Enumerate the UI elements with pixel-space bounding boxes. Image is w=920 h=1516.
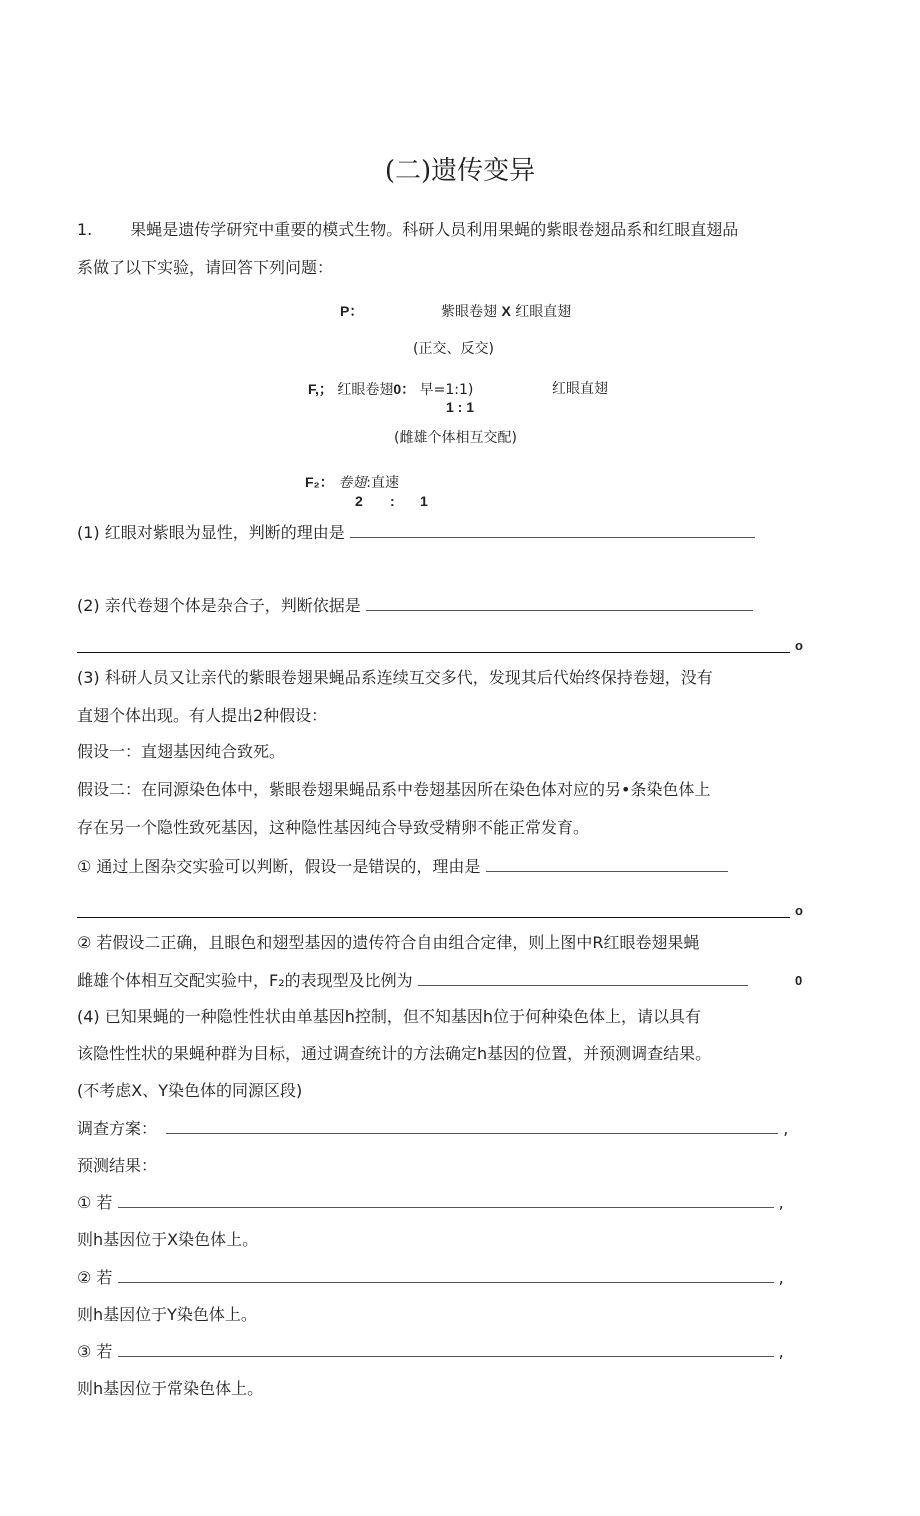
f2-text: 卷翅 bbox=[338, 475, 367, 491]
p-left: 紫眼卷翅 bbox=[441, 304, 497, 320]
result-1-conclusion: 则h基因位于X染色体上。 bbox=[77, 1230, 259, 1249]
p-label: P： bbox=[340, 303, 364, 319]
result-text: ③ 若 bbox=[77, 1342, 113, 1361]
f2-label: F₂： bbox=[305, 474, 334, 490]
p-right: 红眼直翅 bbox=[515, 304, 572, 320]
comma: , bbox=[783, 1119, 789, 1138]
question-1-stem bbox=[77, 220, 738, 240]
hypothesis-2-cont: 存在另一个隐性致死基因，这种隐性基因纯合导致受精卵不能正常发育。 bbox=[77, 818, 590, 837]
result-text: ① 若 bbox=[77, 1193, 113, 1212]
line-end-mark: o bbox=[795, 638, 803, 653]
answer-blank[interactable] bbox=[486, 857, 728, 872]
f2-text2: :直速 bbox=[366, 475, 399, 491]
sub-question-2-cont bbox=[77, 971, 748, 991]
result-3 bbox=[77, 1342, 784, 1362]
plan-row bbox=[77, 1119, 788, 1139]
answer-blank-line[interactable] bbox=[77, 917, 790, 918]
f2-row bbox=[305, 473, 399, 492]
sub-question-1 bbox=[77, 857, 728, 877]
result-1 bbox=[77, 1193, 784, 1213]
f1-right: 红眼直翅 bbox=[552, 381, 608, 397]
answer-blank[interactable] bbox=[366, 596, 753, 611]
predict-label: 预测结果： bbox=[77, 1156, 158, 1175]
cross-symbol: X bbox=[501, 303, 511, 319]
answer-blank[interactable] bbox=[118, 1268, 774, 1283]
part-1 bbox=[77, 523, 755, 543]
part-4-line: 该隐性性状的果蝇种群为目标，通过调查统计的方法确定h基因的位置，并预测调查结果。 bbox=[77, 1044, 712, 1063]
stem-line: 系做了以下实验，请回答下列问题： bbox=[77, 258, 334, 277]
part-2 bbox=[77, 596, 753, 616]
hypothesis-1: 假设一：直翅基因纯合致死。 bbox=[77, 742, 286, 761]
comma: , bbox=[778, 1268, 784, 1287]
result-text: ② 若 bbox=[77, 1268, 113, 1287]
sub-question-2: ② 若假设二正确，且眼色和翅型基因的遗传符合自由组合定律，则上图中R红眼卷翅果蝇 bbox=[77, 933, 700, 952]
part-text: (2) 亲代卷翅个体是杂合子，判断依据是 bbox=[77, 596, 361, 615]
part-4-note: (不考虑X、Y染色体的同源区段) bbox=[77, 1081, 303, 1100]
answer-blank[interactable] bbox=[350, 523, 755, 538]
answer-blank[interactable] bbox=[118, 1342, 774, 1357]
f1-ratio: 1 : 1 bbox=[446, 399, 475, 415]
page-title: (二)遗传变异 bbox=[384, 156, 536, 186]
comma: , bbox=[778, 1193, 784, 1212]
part-text: 雌雄个体相互交配实验中，F₂的表现型及比例为 bbox=[77, 971, 413, 990]
answer-blank[interactable] bbox=[118, 1193, 774, 1208]
f2-ratio-colon: : bbox=[390, 493, 395, 509]
question-number: 1. bbox=[77, 220, 93, 239]
f1-sex-ratio: 早=1:1) bbox=[419, 382, 474, 398]
answer-blank[interactable] bbox=[418, 971, 748, 986]
result-3-conclusion: 则h基因位于常染色体上。 bbox=[77, 1379, 264, 1398]
p-cross bbox=[441, 302, 571, 321]
plan-label: 调查方案： bbox=[77, 1119, 158, 1138]
line-end-mark: o bbox=[795, 903, 803, 918]
answer-blank[interactable] bbox=[166, 1119, 778, 1134]
line-end-mark: 0 bbox=[795, 973, 803, 988]
part-3-line: (3) 科研人员又让亲代的紫眼卷翅果蝇品系连续互交多代，发现其后代始终保持卷翅，没有 bbox=[77, 668, 713, 687]
part-text: ① 通过上图杂交实验可以判断，假设一是错误的，理由是 bbox=[77, 857, 481, 876]
f1-label: F,； bbox=[308, 381, 333, 397]
f1-sex: 0： bbox=[393, 381, 416, 397]
result-2-conclusion: 则h基因位于Y染色体上。 bbox=[77, 1305, 257, 1324]
stem-line: 果蝇是遗传学研究中重要的模式生物。科研人员利用果蝇的紫眼卷翅品系和红眼直翅品 bbox=[130, 220, 739, 239]
part-4-line: (4) 已知果蝇的一种隐性性状由单基因h控制，但不知基因h位于何种染色体上，请以具有 bbox=[77, 1007, 702, 1026]
part-text: (1) 红眼对紫眼为显性，判断的理由是 bbox=[77, 523, 345, 542]
answer-blank-line[interactable] bbox=[77, 652, 790, 653]
result-2 bbox=[77, 1268, 784, 1288]
mating-note: (雌雄个体相互交配) bbox=[394, 430, 517, 446]
f2-ratio-a: 2 bbox=[355, 493, 363, 509]
hypothesis-2: 假设二：在同源染色体中，紫眼卷翅果蝇品系中卷翅基因所在染色体对应的另•条染色体上 bbox=[77, 780, 711, 799]
cross-note: (正交、反交) bbox=[413, 341, 494, 357]
f1-row bbox=[308, 380, 473, 399]
f1-left: 红眼卷翅 bbox=[337, 382, 394, 398]
part-3-line: 直翅个体出现。有人提出2种假设： bbox=[77, 706, 328, 725]
f2-ratio-b: 1 bbox=[420, 493, 428, 509]
comma: , bbox=[778, 1342, 784, 1361]
